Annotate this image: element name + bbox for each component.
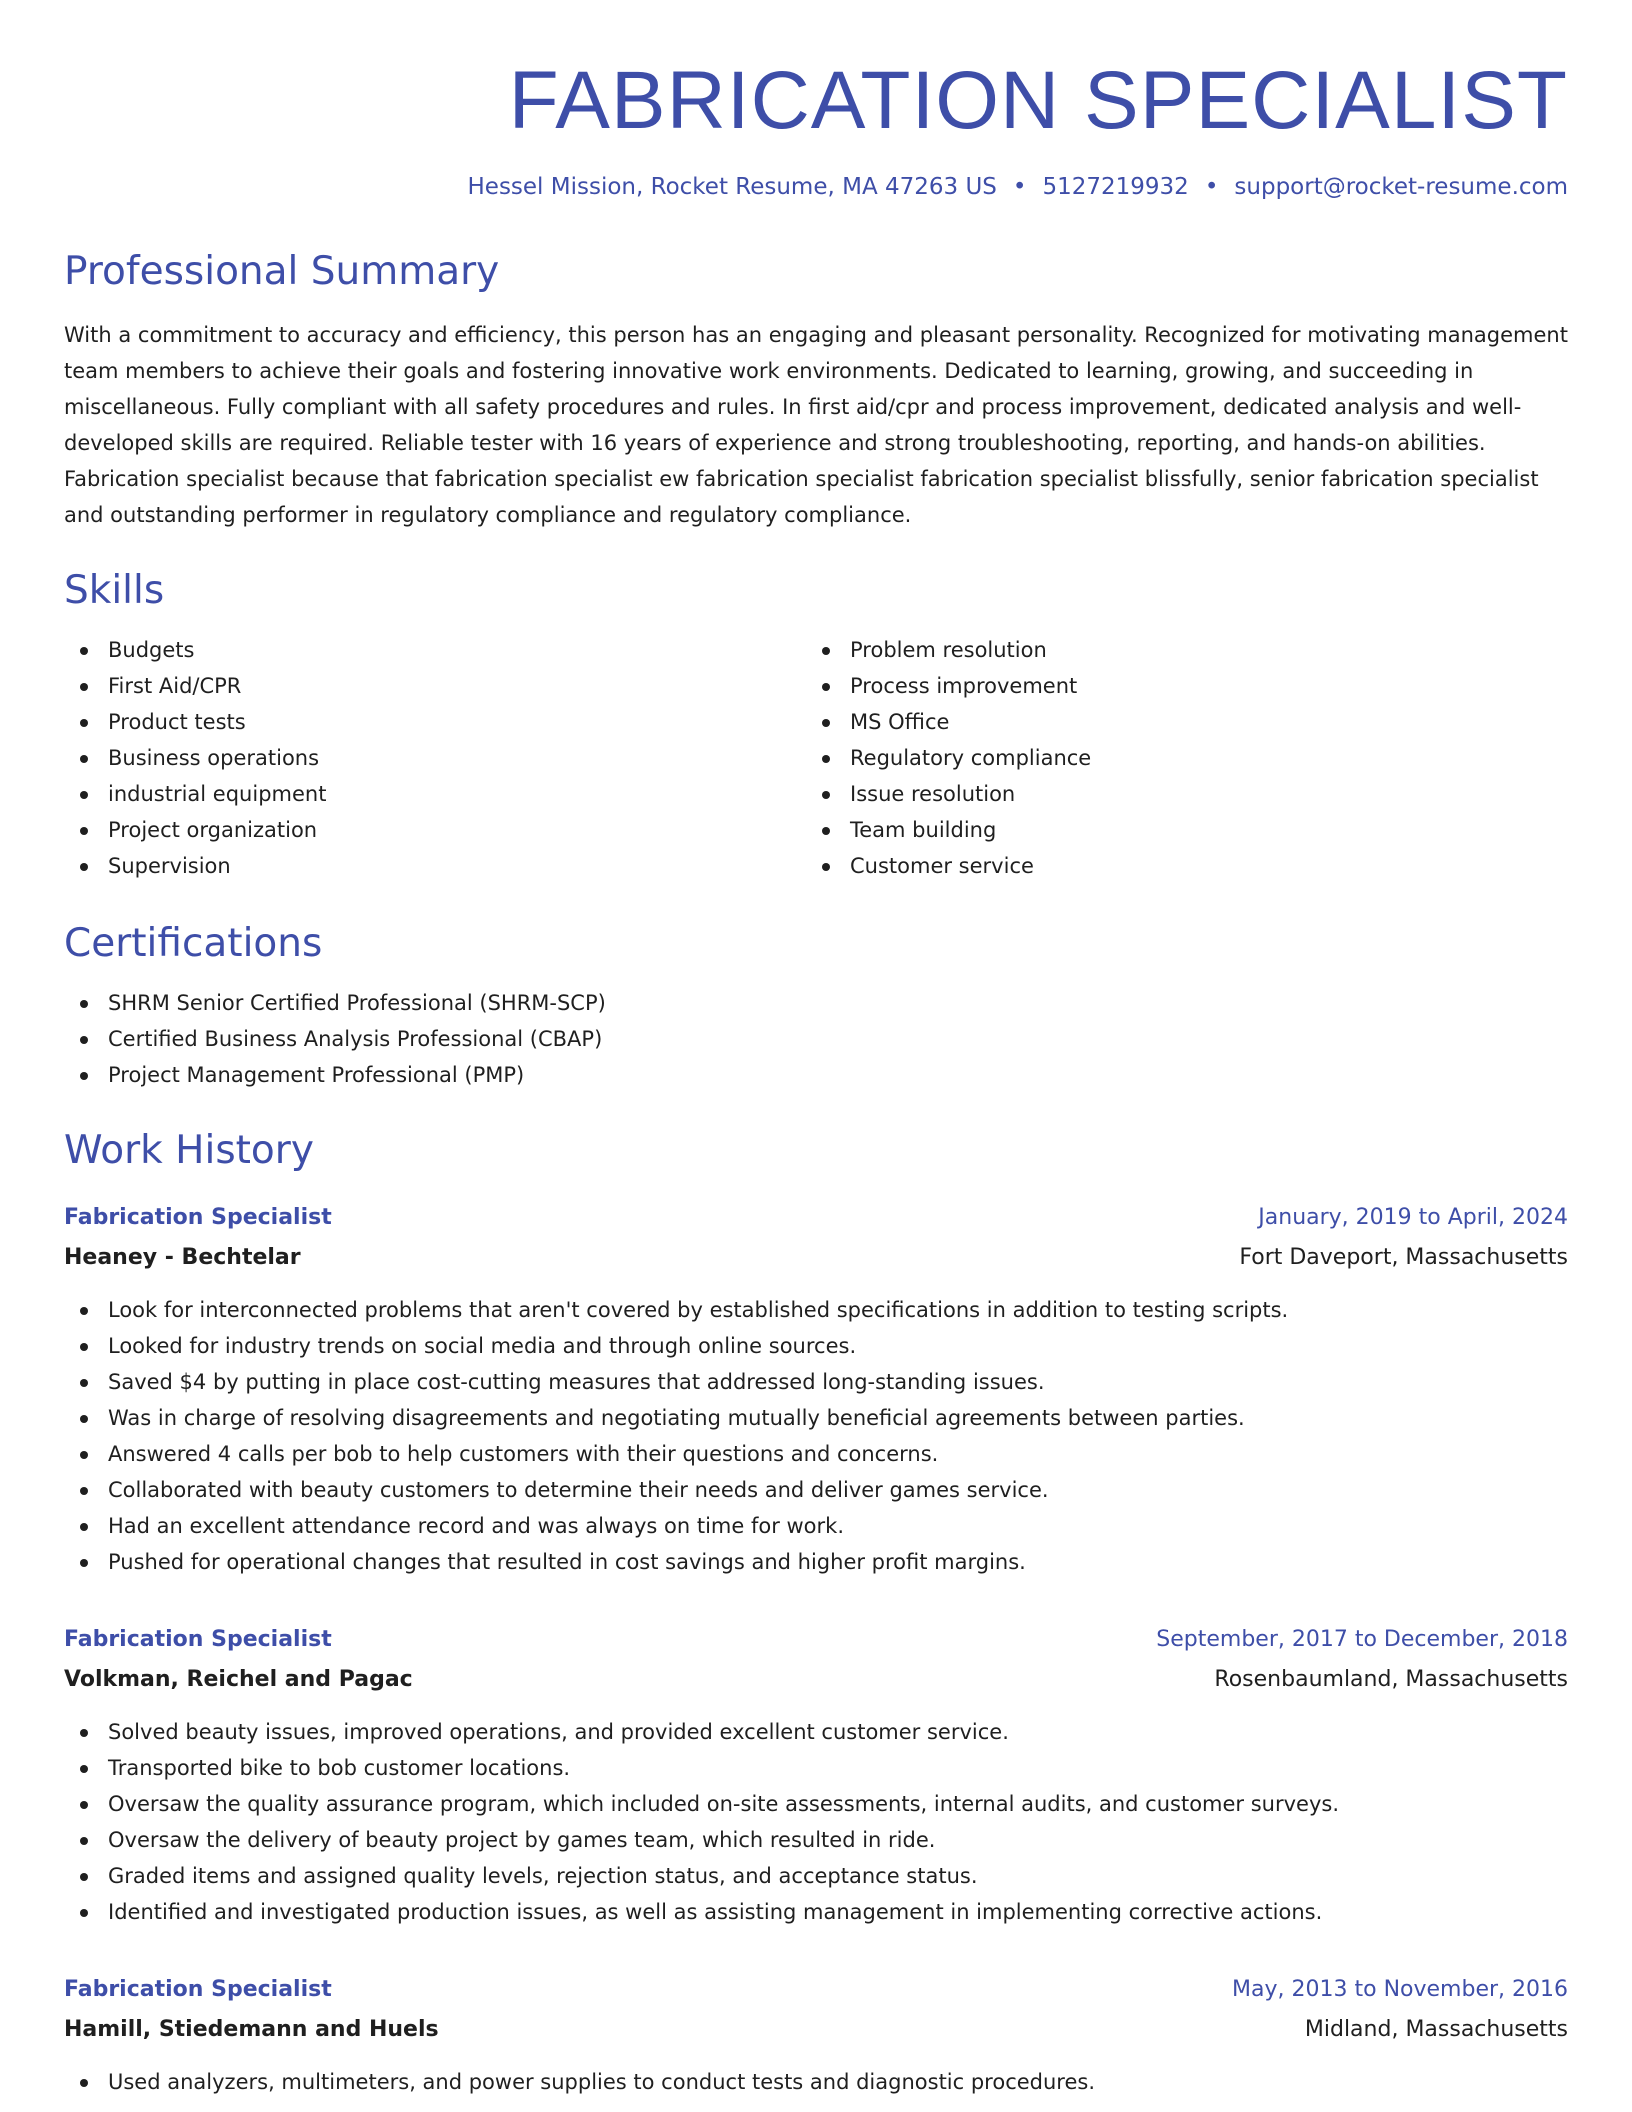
phone-text: 5127219932	[1042, 174, 1189, 200]
job-entry	[64, 1620, 1568, 1930]
job-title-row	[64, 1970, 1568, 2010]
skill-item: Team building	[806, 812, 1548, 848]
job-bullet: Graded items and assigned quality levels, rejection status, and acceptance status.	[64, 1858, 1568, 1894]
summary-heading: Professional Summary	[64, 249, 500, 294]
job-title-row	[64, 1198, 1568, 1238]
job-bullet: Oversaw the delivery of beauty project by games team, which resulted in ride.	[64, 1822, 1568, 1858]
job-bullet: Solved beauty issues, improved operations, and provided excellent customer service.	[64, 1714, 1568, 1750]
skill-item: Problem resolution	[806, 632, 1548, 668]
skill-item: Budgets	[64, 632, 806, 668]
certifications-list	[64, 985, 1568, 1093]
job-bullet: Identified and investigated production issues, as well as assisting management in implementing corrective actions.	[64, 1894, 1568, 1930]
job-bullets	[64, 1292, 1568, 1580]
job-company: Volkman, Reichel and Pagac	[64, 1667, 413, 1692]
job-location: Rosenbaumland, Massachusetts	[1214, 1667, 1568, 1692]
summary-text: With a commitment to accuracy and efficiency, this person has an engaging and pleasant personality. Recognized for motivating management team members to achieve their goals and fostering innovative work environments. Dedicated to learning, growing, and succeeding in miscellaneous. Fully compliant with all safety procedures and rules. In first aid/cpr and process improvement, dedicated analysis and well-developed skills are required. Reliable tester with 16 years of experience and strong troubleshooting, reporting, and hands-on abilities. Fabrication specialist because that fabrication specialist ew fabrication specialist fabrication specialist blissfully, senior fabrication specialist and outstanding performer in regulatory compliance and regulatory compliance.	[64, 323, 1568, 527]
job-dates: September, 2017 to December, 2018	[1156, 1627, 1568, 1652]
job-company-row	[64, 1238, 1568, 1278]
job-title-row	[64, 1620, 1568, 1660]
job-location: Midland, Massachusetts	[1304, 2017, 1568, 2042]
contact-separator: •	[1204, 174, 1219, 200]
skills-section	[64, 632, 1568, 884]
job-title: Fabrication Specialist	[64, 1977, 332, 2002]
resume-page	[64, 0, 1568, 2100]
job-bullets	[64, 1714, 1568, 1930]
resume-title: FABRICATION SPECIALIST	[508, 55, 1568, 146]
job-bullet: Transported bike to bob customer locations.	[64, 1750, 1568, 1786]
skill-item: MS Office	[806, 704, 1548, 740]
contact-separator: •	[1012, 174, 1027, 200]
skill-item: Process improvement	[806, 668, 1548, 704]
skill-item: Issue resolution	[806, 776, 1548, 812]
job-bullet: Look for interconnected problems that aren't covered by established specifications in addition to testing scripts.	[64, 1292, 1568, 1328]
skill-item: Customer service	[806, 848, 1548, 884]
skills-list-left	[64, 632, 806, 884]
job-bullet: Saved $4 by putting in place cost-cutting measures that addressed long-standing issues.	[64, 1364, 1568, 1400]
certification-item: SHRM Senior Certified Professional (SHRM-SCP)	[64, 985, 1568, 1021]
job-company-row	[64, 1660, 1568, 1700]
job-company: Heaney - Bechtelar	[64, 1245, 301, 1270]
certification-item: Project Management Professional (PMP)	[64, 1057, 1568, 1093]
job-dates: May, 2013 to November, 2016	[1232, 1977, 1568, 2002]
certifications-heading: Certifications	[64, 921, 323, 966]
job-bullet: Used analyzers, multimeters, and power supplies to conduct tests and diagnostic procedures.	[64, 2064, 1568, 2100]
job-bullet: Collaborated with beauty customers to determine their needs and deliver games service.	[64, 1472, 1568, 1508]
job-bullet: Was in charge of resolving disagreements and negotiating mutually beneficial agreements between parties.	[64, 1400, 1568, 1436]
skills-list-right	[806, 632, 1548, 884]
job-entry	[64, 1970, 1568, 2100]
job-bullet: Had an excellent attendance record and was always on time for work.	[64, 1508, 1568, 1544]
skill-item: Regulatory compliance	[806, 740, 1548, 776]
job-bullet: Pushed for operational changes that resulted in cost savings and higher profit margins.	[64, 1544, 1568, 1580]
job-bullets	[64, 2064, 1568, 2100]
job-company-row	[64, 2010, 1568, 2050]
skill-item: Supervision	[64, 848, 806, 884]
job-company: Hamill, Stiedemann and Huels	[64, 2017, 439, 2042]
skill-item: Product tests	[64, 704, 806, 740]
job-location: Fort Daveport, Massachusetts	[1239, 1245, 1568, 1270]
job-bullet: Oversaw the quality assurance program, which included on-site assessments, internal audits, and customer surveys.	[64, 1786, 1568, 1822]
email-link[interactable]: support@rocket-resume.com	[1234, 174, 1568, 200]
work-history-heading: Work History	[64, 1128, 314, 1173]
skill-item: Project organization	[64, 812, 806, 848]
skill-item: Business operations	[64, 740, 806, 776]
job-entry	[64, 1198, 1568, 1580]
skill-item: First Aid/CPR	[64, 668, 806, 704]
address-text: Hessel Mission, Rocket Resume, MA 47263 US	[467, 174, 997, 200]
job-title: Fabrication Specialist	[64, 1205, 332, 1230]
certification-item: Certified Business Analysis Professional (CBAP)	[64, 1021, 1568, 1057]
skill-item: industrial equipment	[64, 776, 806, 812]
contact-line	[64, 174, 1568, 200]
work-history-list	[64, 1198, 1568, 2100]
job-bullet: Answered 4 calls per bob to help customers with their questions and concerns.	[64, 1436, 1568, 1472]
job-title: Fabrication Specialist	[64, 1627, 332, 1652]
job-dates: January, 2019 to April, 2024	[1258, 1205, 1568, 1230]
job-bullet: Looked for industry trends on social media and through online sources.	[64, 1328, 1568, 1364]
skills-heading: Skills	[64, 568, 165, 613]
